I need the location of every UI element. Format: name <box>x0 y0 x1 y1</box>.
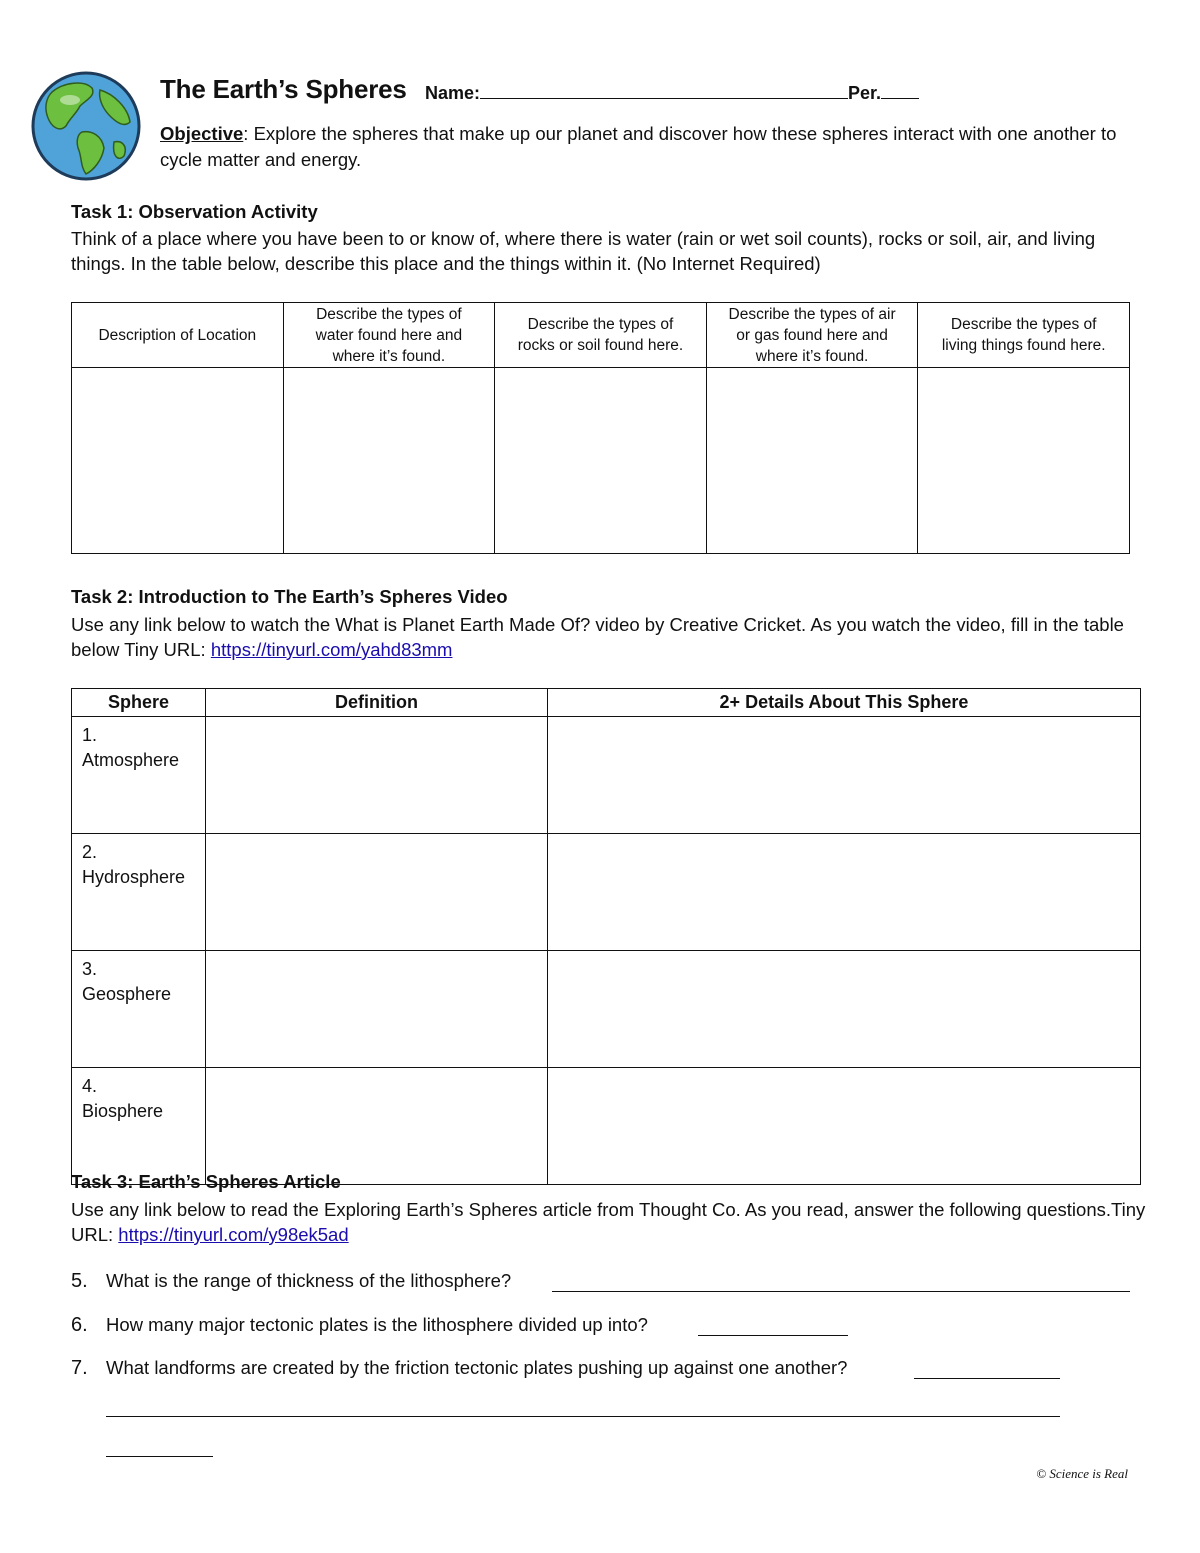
details-cell[interactable] <box>548 951 1141 1068</box>
answer-line[interactable] <box>106 1456 213 1457</box>
sphere-name: Geosphere <box>82 984 172 1004</box>
column-header: Description of Location <box>72 303 284 368</box>
column-header: Describe the types of living things found here. <box>918 303 1130 368</box>
sphere-name: Hydrosphere <box>82 867 186 887</box>
task3-instructions <box>71 1197 1151 1247</box>
article-link[interactable]: https://tinyurl.com/y98ek5ad <box>118 1224 349 1245</box>
answer-line[interactable] <box>552 1291 1130 1292</box>
task1-instructions: Think of a place where you have been to or know of, where there is water (rain or wet soil counts), rocks or soil, air, and living things. In the table below, describe this place and the things within it. (No Internet Required) <box>71 228 1096 274</box>
question-text: What landforms are created by the friction tectonic plates pushing up against one another? <box>106 1357 848 1378</box>
sphere-cell <box>72 717 206 834</box>
question-number: 5. <box>71 1270 88 1292</box>
task3-instructions-text: Use any link below to read the Exploring Earth’s Spheres article from Thought Co. As you read, answer the following questions.Tiny URL: <box>71 1199 1146 1245</box>
column-header: Describe the types of rocks or soil found here. <box>495 303 707 368</box>
answer-cell[interactable] <box>918 368 1130 554</box>
globe-icon <box>30 70 142 182</box>
table-row <box>72 951 1141 1068</box>
page-title: The Earth’s Spheres <box>160 74 407 104</box>
name-line[interactable] <box>480 82 848 99</box>
column-header: Definition <box>206 689 548 717</box>
column-header: Sphere <box>72 689 206 717</box>
question-6 <box>71 1314 648 1337</box>
details-cell[interactable] <box>548 834 1141 951</box>
details-cell[interactable] <box>548 1068 1141 1185</box>
answer-cell[interactable] <box>495 368 707 554</box>
task2-instructions-text: Use any link below to watch the What is Planet Earth Made Of? video by Creative Cricket. As you watch the video, fill in the table below Tiny URL: <box>71 614 1124 660</box>
question-number: 7. <box>71 1357 88 1379</box>
column-header: 2+ Details About This Sphere <box>548 689 1141 717</box>
period-label: Per. <box>848 83 882 103</box>
sphere-number: 1. <box>82 725 98 745</box>
table-header-row <box>72 303 1130 368</box>
sphere-cell <box>72 1068 206 1185</box>
sphere-number: 3. <box>82 959 98 979</box>
sphere-cell <box>72 834 206 951</box>
answer-cell[interactable] <box>283 368 495 554</box>
sphere-number: 4. <box>82 1076 98 1096</box>
name-label: Name: <box>425 83 481 103</box>
definition-cell[interactable] <box>206 717 548 834</box>
video-link[interactable]: https://tinyurl.com/yahd83mm <box>210 639 453 660</box>
task2-title: Task 2: Introduction to The Earth’s Spheres Video <box>71 586 508 607</box>
table-row <box>72 368 1130 554</box>
name-field[interactable] <box>425 82 919 104</box>
task2-instructions <box>71 612 1151 662</box>
period-line[interactable] <box>881 82 919 99</box>
table-row <box>72 1068 1141 1185</box>
column-header: Describe the types of air or gas found here and where it’s found. <box>706 303 918 368</box>
question-text: How many major tectonic plates is the lithosphere divided up into? <box>106 1314 648 1335</box>
answer-line[interactable] <box>698 1335 848 1336</box>
definition-cell[interactable] <box>206 951 548 1068</box>
sphere-name: Biosphere <box>82 1101 164 1121</box>
question-text: What is the range of thickness of the lithosphere? <box>106 1270 512 1291</box>
answer-cell[interactable] <box>72 368 284 554</box>
answer-cell[interactable] <box>706 368 918 554</box>
sphere-name: Atmosphere <box>82 750 180 770</box>
copyright-footer: © Science is Real <box>1036 1466 1128 1481</box>
objective-text: : Explore the spheres that make up our planet and discover how these spheres interact with one another to cycle matter and energy. <box>160 123 1117 170</box>
answer-line[interactable] <box>914 1378 1060 1379</box>
column-header: Describe the types of water found here and where it’s found. <box>283 303 495 368</box>
sphere-number: 2. <box>82 842 98 862</box>
definition-cell[interactable] <box>206 1068 548 1185</box>
answer-line[interactable] <box>106 1416 1060 1417</box>
observation-table <box>71 302 1130 554</box>
question-5 <box>71 1270 511 1293</box>
objective <box>160 121 1160 173</box>
table-header-row <box>72 689 1141 717</box>
task1-title: Task 1: Observation Activity <box>71 201 318 222</box>
table-row <box>72 834 1141 951</box>
task3-title: Task 3: Earth’s Spheres Article <box>71 1171 341 1192</box>
table-row <box>72 717 1141 834</box>
objective-label: Objective <box>160 123 244 144</box>
sphere-cell <box>72 951 206 1068</box>
spheres-table <box>71 688 1141 1185</box>
question-number: 6. <box>71 1314 88 1336</box>
definition-cell[interactable] <box>206 834 548 951</box>
question-7 <box>71 1357 847 1380</box>
details-cell[interactable] <box>548 717 1141 834</box>
